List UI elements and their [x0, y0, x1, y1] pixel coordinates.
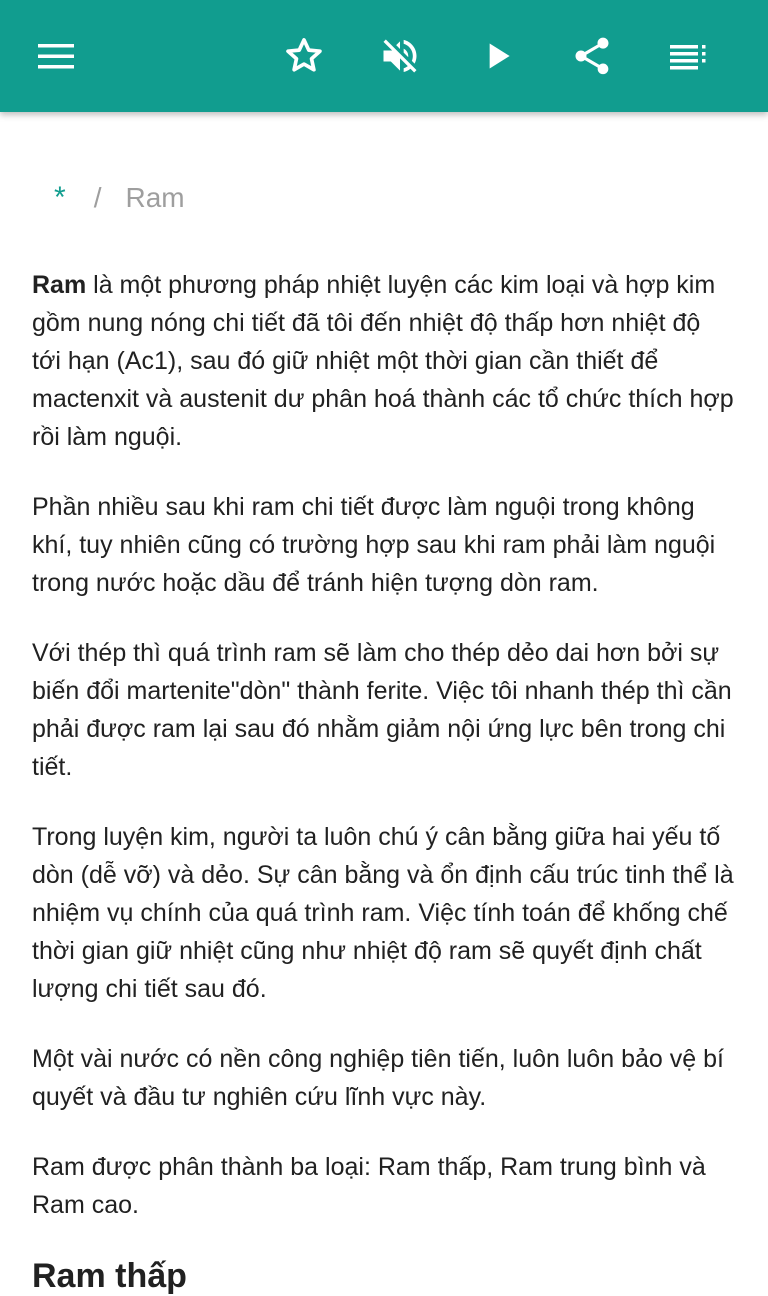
article-paragraph: Với thép thì quá trình ram sẽ làm cho thép dẻo dai hơn bởi sự biến đổi martenite"dòn" thành ferite. Việc tôi nhanh thép thì cần phải được ram lại sau đó nhằm giảm nội ứng lực bên trong chi tiết.: [32, 639, 732, 781]
article-paragraph: Phần nhiều sau khi ram chi tiết được làm nguội trong không khí, tuy nhiên cũng có trường hợp sau khi ram phải làm nguội trong nước hoặc dầu để tránh hiện tượng dòn ram.: [32, 493, 716, 597]
playlist-button[interactable]: [656, 24, 720, 88]
content-area: [32, 112, 736, 1296]
breadcrumb-separator: /: [93, 182, 102, 213]
article-paragraph: Ram được phân thành ba loại: Ram thấp, Ram trung bình và Ram cao.: [32, 1153, 706, 1219]
star-icon: [282, 34, 326, 78]
play-button[interactable]: [466, 24, 530, 88]
breadcrumb-current: Ram: [125, 182, 185, 213]
menu-button[interactable]: [24, 24, 88, 88]
article-term: Ram: [32, 271, 87, 299]
breadcrumb-root-link[interactable]: *: [54, 181, 66, 214]
share-icon: [570, 34, 614, 78]
article-body: [32, 266, 736, 1296]
playlist-icon: [666, 34, 710, 78]
mute-button[interactable]: [368, 24, 432, 88]
article-paragraph: Một vài nước có nền công nghiệp tiên tiến, luôn luôn bảo vệ bí quyết và đầu tư nghiên cứu lĩnh vực này.: [32, 1045, 724, 1111]
article-paragraph: Trong luyện kim, người ta luôn chú ý cân bằng giữa hai yếu tố dòn (dễ vỡ) và dẻo. Sự cân bằng và ổn định cấu trúc tinh thể là nhiệm vụ chính của quá trình ram. Việc tính toán để khống chế thời gian giữ nhiệt cũng như nhiệt độ ram sẽ quyết định chất lượng chi tiết sau đó.: [32, 823, 734, 1003]
breadcrumb: [32, 180, 736, 216]
favorite-button[interactable]: [272, 24, 336, 88]
play-icon: [478, 36, 518, 76]
menu-icon: [36, 36, 76, 76]
section-heading: Ram thấp: [32, 1257, 187, 1295]
paragraph-text: là một phương pháp nhiệt luyện các kim loại và hợp kim gồm nung nóng chi tiết đã tôi đến nhiệt độ thấp hơn nhiệt độ tới hạn (Ac1), sau đó giữ nhiệt một thời gian cần thiết để mactenxit và austenit dư phân hoá thành các tổ chức thích hợp rồi làm nguội.: [32, 271, 734, 451]
app-bar: [0, 0, 768, 112]
share-button[interactable]: [560, 24, 624, 88]
volume-off-icon: [378, 34, 422, 78]
article-paragraph: [32, 266, 736, 456]
